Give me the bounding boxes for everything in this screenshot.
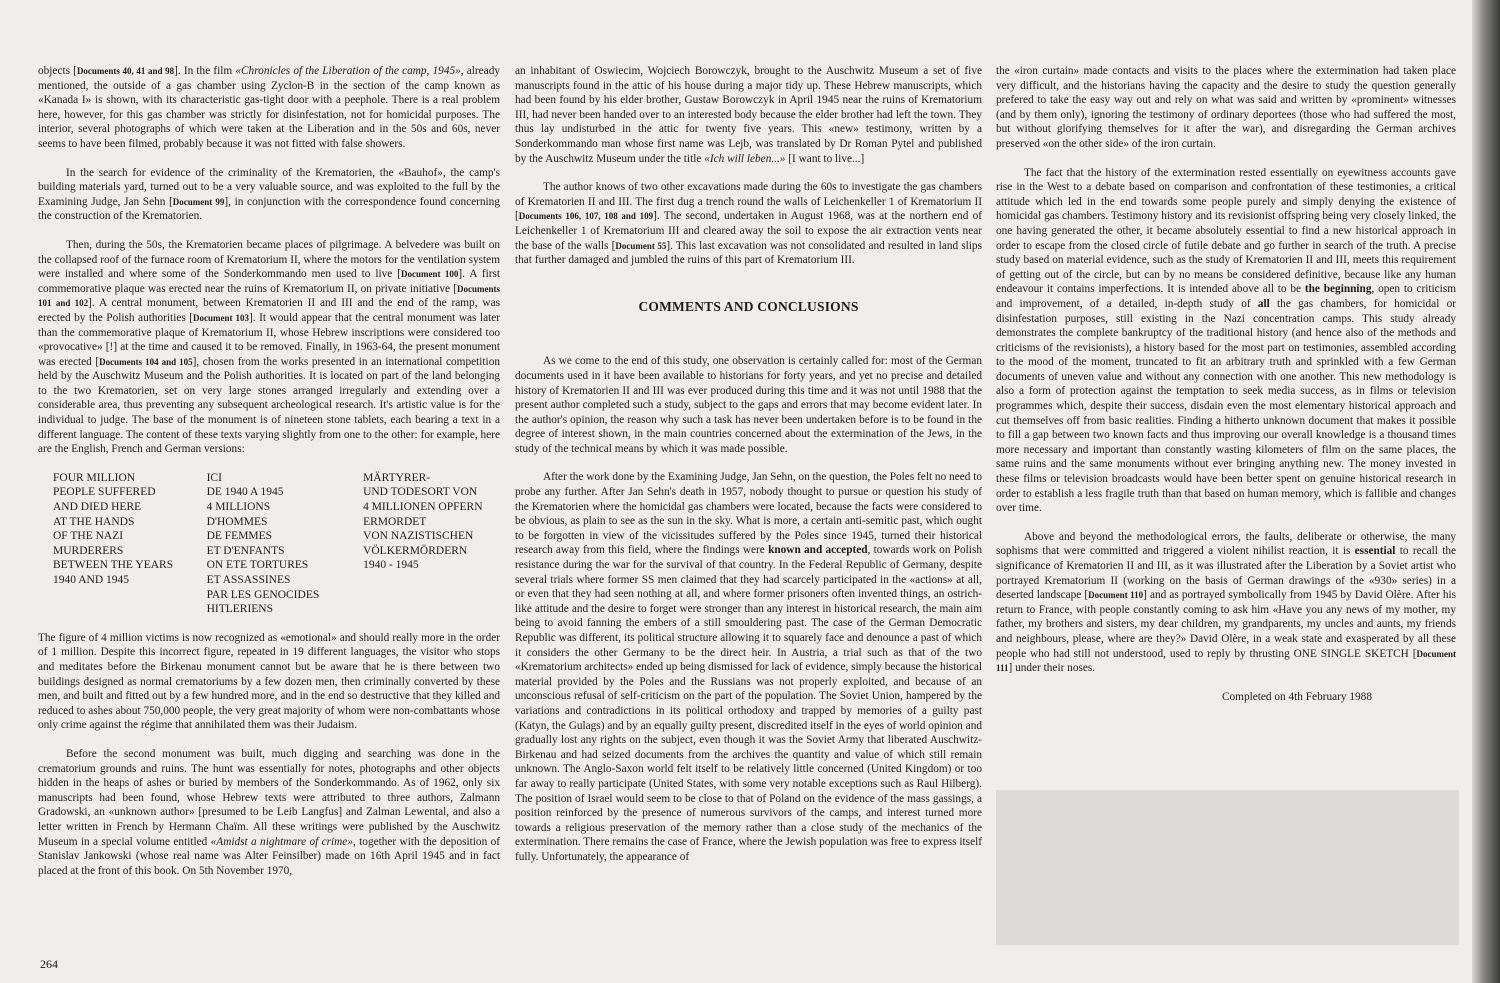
document-reference: Document 103 bbox=[193, 312, 249, 323]
inscription-german: MÄRTYRER- UND TODESORT VON 4 MILLIONEN OPFERN ERMORDET VON NAZISTISCHEN VÖLKERMÖRDERN 1940 - 1945 bbox=[363, 471, 483, 572]
paragraph: The author knows of two other excavations made during the 60s to investigate the gas chambers of Krematorien II and III. The first dug a trench round the walls of Leichenkeller 1 of Krematorium II [Documents 106, 107, 108 and 109]. The second, undertaken in August 1968, was at the northern end of Leichenkeller 1 of Krematorium III and cleared away the soil to expose the air extraction vents near the base of the walls [Document 55]. This last excavation was not consolidated and resulted in land slips that further damaged and jumbled the ruins of this part of Krematorium III. bbox=[515, 181, 982, 267]
photo-placeholder bbox=[996, 790, 1459, 945]
paragraph: After the work done by the Examining Judge, Jan Sehn, on the question, the Poles felt no need to probe any further. After Jan Sehn's death in 1957, nobody thought to pursue or question his study of the Krematorien where the homicidal gas chambers were located, because the facts were considered to be obvious, as plain to see as the sun in the sky. What is more, a certain anti-semitic past, which ought to be forgotten in view of the vicissitudes suffered by the Poles since 1945, turned their historical research away from this field, where the findings were known and accepted, towards work on Polish resistance during the war for the survival of that country. In the Federal Republic of Germany, despite several trials where former SS men claimed that they had scarcely participated in the «actions» at all, or even that they had seen nothing at all, and where former prisoners often invented things, an ostrich-like attitude and the desire to forget were stronger than any interest in historical research, the main aim being to avoid fanning the embers of a still smouldering past. The case of the German Democratic Republic was different, its political structure allowing it to squarely face and denounce a past of which it considers the other Germany to be the direct heir. In Austria, a trial such as that of the two «Krematorium architects» ended up being dismissed for lack of evidence, simply because the historical material provided by the Poles and the Russians was not properly exploited, and because of an unconscious refusal of self-criticism on the part of the population. The Soviet Union, hampered by the variations and contradictions in its political orthodoxy and trapped by memories of a guilty past (Katyn, the Gulags) and by an equally guilty present, discredited itself in the eyes of world opinion and gradually lost any rights on the subject, even though it was the Soviet Army that liberated Auschwitz-Birkenau and had seized documents from the archives the quantity and value of which still remain unknown. The Anglo-Saxon world felt itself to be relatively little concerned (United Kingdom) or too far away to really participate (United States, with some very notable exceptions such as Raul Hilberg). The position of Israel would seem to be close to that of Poland on the evidence of the mass gassings, a position reinforced by the presence of numerous survivors of the camps, and interest turned more towards a religious preservation of the memory rather than a close study of the mechanics of the extermination. There remains the case of France, where the Jewish population was free to express itself fully. Unfortunately, the appearance of bbox=[515, 471, 982, 863]
monument-inscriptions bbox=[53, 471, 500, 617]
text-column-left bbox=[38, 64, 500, 892]
paragraph: Then, during the 50s, the Krematorien became places of pilgrimage. A belvedere was built on the collapsed roof of the furnace room of Krematorium II, where the motors for the ventilation system were installed and where some of the Sonderkommando men used to live [Document 100]. A first commemorative plaque was erected near the ruins of Krematorium II, on private initiative [Documents 101 and 102]. A central monument, between Krematorien II and III and the end of the ramp, was erected by the Polish authorities [Document 103]. It would appear that the central monument was later than the commemorative plaque of Krematorium II, whose Hebrew inscriptions were considered too «provocative» [!] at the time and caused it to be removed. Finally, in 1963-64, the present monument was erected [Documents 104 and 105], chosen from the works presented in an international competition held by the Auschwitz Museum and the Polish authorities. It is located on part of the land belonging to the two Krematorien, set on very large stones arranged irregularly and extending over a considerable area, thus preventing any subsequent archeological research. It's artistic value is for the individual to judge. The base of the monument is of nineteen stone tablets, each bearing a text in a different language. The content of these texts varying slightly from one to the other: for example, here are the English, French and German versions: bbox=[38, 238, 501, 456]
book-title: «Ich will leben...» bbox=[704, 152, 786, 165]
inscription-french: ICI DE 1940 A 1945 4 MILLIONS D'HOMMES DE FEMMES ET D'ENFANTS ON ETE TORTURES ET ASSASSINES PAR LES GENOCIDES HITLERIENS bbox=[206, 471, 320, 616]
text-column-middle bbox=[515, 64, 982, 879]
completion-date: Completed on 4th February 1988 bbox=[1222, 690, 1372, 703]
document-reference: Document 111 bbox=[996, 648, 1456, 674]
book-binding-edge bbox=[1472, 0, 1500, 983]
film-title: «Chronicles of the Liberation of the camp, 1945» bbox=[235, 65, 461, 77]
paragraph: Before the second monument was built, much digging and searching was done in the crematorium grounds and ruins. The hunt was essentially for notes, photographs and other objects hidden in the heaps of ashes or buried by members of the Sonderkommando. As of 1962, only six manuscripts had been found, whose Hebrew texts were attributed to three authors, Zalmann Gradowski, an «unknown author» [presumed to be Leib Langfus] and Zalman Lewental, and also a letter written in French by Hermann Chaïm. All these writings were published by the Auschwitz Museum in a special volume entitled «Amidst a nightmare of crime», together with the deposition of Stanislav Jankowski (whose real name was Alter Feinsilber) made on 16th April 1945 and in fact placed at the front of this book. On 5th November 1970, bbox=[38, 747, 500, 877]
book-title: «Amidst a nightmare of crime» bbox=[210, 835, 353, 848]
bold-phrase: the beginning bbox=[1304, 283, 1372, 296]
paragraph: In the search for evidence of the criminality of the Krematorien, the «Bauhof», the camp's building materials yard, turned out to be a very valuable source, and was exploited to the full by the Examining Judge, Jan Sehn [Document 99], in conjunction with the correspondence found concerning the construction of the Krematorien. bbox=[38, 166, 500, 223]
text-column-right bbox=[996, 64, 1456, 718]
bold-phrase: all bbox=[1257, 297, 1270, 310]
inscription-english: FOUR MILLION PEOPLE SUFFERED AND DIED HERE AT THE HANDS OF THE NAZI MURDERERS BETWEEN THE YEARS 1940 AND 1945 bbox=[53, 471, 174, 586]
document-reference: Documents 101 and 102 bbox=[38, 283, 500, 309]
document-reference: Document 100 bbox=[401, 269, 459, 280]
document-reference: Document 110 bbox=[1088, 590, 1144, 601]
document-reference: Documents 104 and 105 bbox=[99, 356, 193, 367]
paragraph: the «iron curtain» made contacts and visits to the places where the extermination had taken place very difficult, and the historians having the capacity and the desire to study the question generally prefered to take the easy way out and rely on what was said and written by «prominent» witnesses (and by them only), ignoring the testimony of ordinary deportees (those who had suffered the most, but without glorifying themselves for it after the war), and disregarding the German archives preserved «on the other side» of the iron curtain. bbox=[996, 65, 1456, 150]
paragraph: As we come to the end of this study, one observation is certainly called for: most of the German documents used in it have been available to historians for forty years, and yet no precise and detailed history of Krematorien II and III was ever produced during this time and it was not until 1988 that the present author completed such a study, subject to the gaps and errors that may become evident later. In the author's opinion, the reason why such a task has never been undertaken before is to be found in the degree of interest shown, in the main countries concerned about the extermination of the Jews, in the study of the technical means by which it was made possible. bbox=[515, 355, 982, 455]
paragraph: The fact that the history of the extermination rested essentially on eyewitness accounts gave rise in the West to a debate based on comparison and confrontation of these testimonies, a critical attitude which led in the end towards some people purely and simply denying the existence of homicidal gas chambers. Testimony history and its revisionist offspring being very closely linked, the one having generated the other, it became absolutely essential to find a new historical approach in order to escape from the closed circle of futile debate and go further in search of the truth. A precise study based on material evidence, such as the study of Krematorien II and III, meets this requirement of getting out of the circle, but can by no means be considered definitive, because like any human endeavour it contains imperfections. It is intended above all to be the beginning, open to criticism and improvement, of a detailed, in-depth study of all the gas chambers, for homicidal or disinfestation purposes, still existing in the Nazi concentration camps. This study already demonstrates the complete bankruptcy of the traditional history (and hence also of the methods and criticisms of the revisionists), a history based for the most part on testimonies, assembled according to the mood of the moment, truncated to fit an arbitrary truth and sprinkled with a few German documents of uneven value and without any connection with one another. This new methodology is also a form of protection against the temptation to seek media success, as in films or television programmes which, despite their success, disdain even the most elementary historical approach and cut themselves off from basic realities. Finding a hitherto unknown document that makes it possible to fill a gap between two known facts and thus improving our overall knowledge is a thousand times more necessary and important than constantly wasting kilometers of film on the same places, the same ruins and the same monuments without ever bringing anything new. The money invested in these films or television broadcasts would have been better spent on genuine historical research in order to establish a less fragile truth than that based on human memory, which is fallible and changes over time. bbox=[996, 166, 1456, 515]
paragraph: objects [Documents 40, 41 and 98]. In the film «Chronicles of the Liberation of the camp, 1945», already mentioned, the outside of a gas chamber using Zyclon-B in the section of the camp known as «Kanada I» is shown, with its characteristic gas-tight door with a peephole. There is a real problem here, however, for this gas chamber was strictly for disinfestation, not for homicidal purposes. The interior, several photographs of which were taken at the Liberation and in the 50s and 60s, never seems to have been filmed, probably because it was not fitted with false showers. bbox=[38, 65, 501, 150]
document-reference: Document 99 bbox=[172, 196, 225, 207]
page-number: 264 bbox=[40, 957, 58, 971]
document-reference: Documents 106, 107, 108 and 109 bbox=[518, 211, 654, 222]
bold-phrase: known and accepted bbox=[768, 544, 868, 557]
document-reference: Document 55 bbox=[615, 240, 667, 251]
section-heading: COMMENTS AND CONCLUSIONS bbox=[638, 298, 859, 314]
document-reference: Documents 40, 41 and 98 bbox=[76, 66, 175, 76]
paragraph: Above and beyond the methodological errors, the faults, deliberate or otherwise, the many sophisms that were committed and triggered a violent nihilist reaction, it is essential to recall the significance of Krematorien II and III, as it was illustrated after the Liberation by a Soviet artist who portrayed Krematorium II (working on the basis of German drawings of the «930» series) in a deserted landscape [Document 110] and as portrayed symbolically from 1945 by David Olère. After his return to France, with people constantly coming to ask him «Have you any news of my mother, my father, my brothers and sisters, my dear children, my grandparents, my uncles and aunts, my friends and neighbours, please, where are they?» David Olère, in a weak state and exasperated by all these people who had still not understood, used to reply by thrusting ONE SINGLE SKETCH [Document 111] under their noses. bbox=[996, 530, 1456, 675]
paragraph: an inhabitant of Oswiecim, Wojciech Borowczyk, brought to the Auschwitz Museum a set of five manuscripts found in the attic of his house during a major tidy up. These Hebrew manuscripts, which had been found by his elder brother, Gustaw Borowczyk in April 1945 near the ruins of Krematorium III, had never been handed over to an interested body because the elder brother had left the town. They thus lay undisturbed in the attic for twenty five years. This «new» testimony, written by a Sonderkommando man whose first name was Lejb, was translated by Dr Roman Pytel and published by the Auschwitz Museum under the title «Ich will leben...» [I want to live...] bbox=[515, 65, 982, 165]
paragraph: The figure of 4 million victims is now recognized as «emotional» and should really more in the order of 1 million. Despite this incorrect figure, repeated in 19 different languages, the visitor who stops and meditates before the Birkenau monument cannot but be aware that he is there between two buildings designed as normal crematoriums by a few dozen men, then criminally converted by these men, and built and fitted out by a few hundred more, and in the end so destructive that they killed and reduced to ashes about 750,000 people, the very great majority of whom were non-combattants whose only crime against the régime that annihilated them was their Judaism. bbox=[38, 631, 500, 732]
bold-phrase: essential bbox=[1354, 545, 1396, 558]
